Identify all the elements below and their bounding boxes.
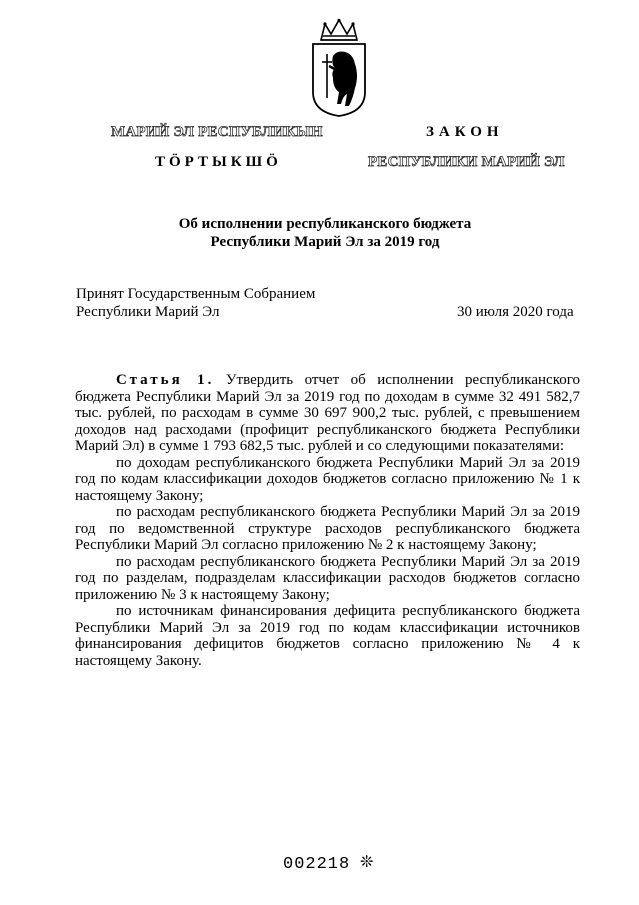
article-item: по расходам республиканского бюджета Республики Марий Эл за 2019 год по ведомственной структуре расходов республиканского бюджета Республики Марий Эл согласно приложению № 2 к настоящему Закону;: [75, 504, 580, 553]
header-right-line2: РЕСПУБЛИКИ МАРИЙ ЭЛ: [368, 154, 565, 170]
article-intro: Утвердить отчет об исполнении республиканского бюджета Республики Марий Эл за 2019 год по доходам в сумме 32 491 582,7 тыс. рублей, по расходам в сумме 30 697 900,2 тыс. рублей, с превышением доходов над расходами (профицит республиканского бюджета Республики Марий Эл) в сумме 1 793 682,5 тыс. рублей и со следующими показателями:: [75, 372, 581, 454]
article-item: по расходам республиканского бюджета Республики Марий Эл за 2019 год по разделам, подразделам классификации расходов бюджетов согласно приложению № 3 к настоящему Закону;: [75, 553, 580, 603]
document-title-line2: Республики Марий Эл за 2019 год: [210, 234, 440, 250]
article-label: Статья 1.: [116, 372, 215, 388]
article-item: по источникам финансирования дефицита республиканского бюджета Республики Марий Эл за 2019 год по кодам классификации источников финансирования дефицитов бюджетов согласно приложению № 4 к настоящему Закону.: [75, 603, 580, 669]
adoption-line1: Принят Государственным Собранием: [76, 286, 316, 302]
header-left-line2: ТӦРТЫКШӦ: [155, 154, 282, 170]
header-right-line1: ЗАКОН: [426, 124, 504, 140]
adoption-date: 30 июля 2020 года: [457, 304, 574, 320]
document-title-line1: Об исполнении республиканского бюджета: [178, 216, 472, 232]
decorative-star-icon: ❊: [360, 854, 374, 871]
mari-el-coat-of-arms-icon: [299, 18, 379, 118]
article-body: [75, 372, 580, 669]
header-left-line1: МАРИЙ ЭЛ РЕСПУБЛИКЫН: [111, 124, 323, 140]
article-intro-paragraph: [75, 372, 580, 455]
adoption-line2: Республики Марий Эл: [76, 304, 220, 320]
article-item: по доходам республиканского бюджета Республики Марий Эл за 2019 год по кодам классификации доходов бюджетов согласно приложению № 1 к настоящему Закону;: [75, 454, 580, 504]
serial-number: 002218: [283, 855, 351, 874]
